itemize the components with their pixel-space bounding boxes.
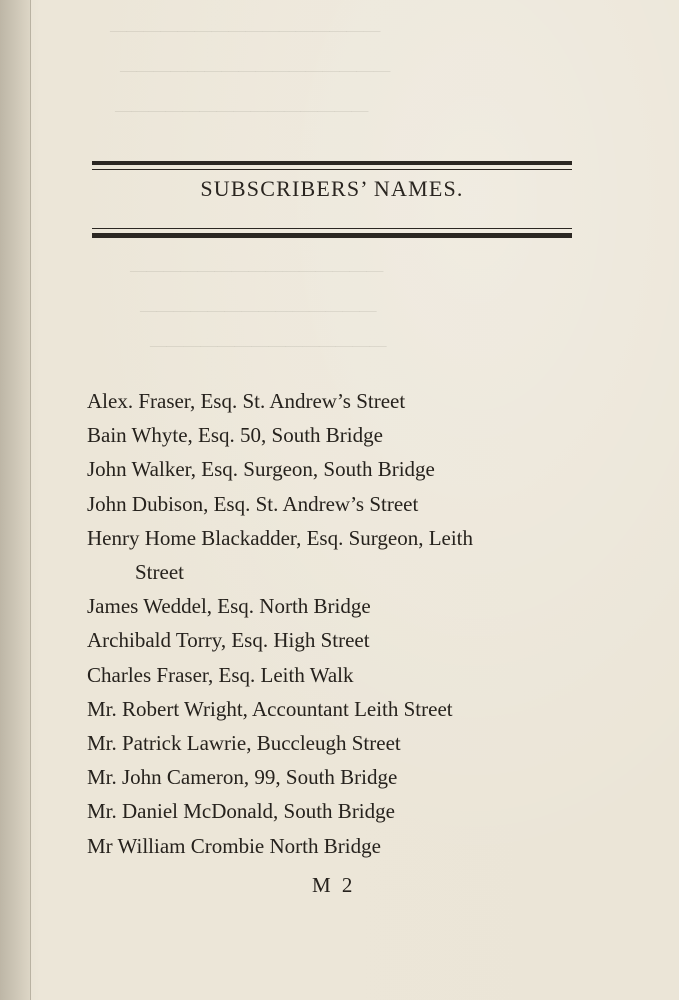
subscriber-entry: Mr. Daniel McDonald, South Bridge — [87, 799, 395, 824]
subscriber-entry: John Walker, Esq. Surgeon, South Bridge — [87, 457, 435, 482]
subscriber-entry: Alex. Fraser, Esq. St. Andrew’s Street — [87, 389, 406, 413]
show-through-decoration: —————————————— — [150, 335, 387, 356]
show-through-decoration: ———————————————— — [120, 60, 391, 81]
subscriber-entry: James Weddel, Esq. North Bridge — [87, 594, 371, 619]
subscriber-entry: Archibald Torry, Esq. High Street — [87, 628, 370, 653]
top-thick-rule — [92, 161, 572, 165]
show-through-decoration: ——————————————— — [115, 100, 369, 121]
subscriber-entry: Charles Fraser, Esq. Leith Walk — [87, 662, 354, 687]
page-title: SUBSCRIBERS’ NAMES. — [200, 176, 464, 201]
subscriber-entry-continuation: Street — [135, 560, 184, 585]
subscriber-entry: Mr. Robert Wright, Accountant Leith Street — [87, 696, 453, 721]
subscriber-entry: Mr. Patrick Lawrie, Buccleugh Street — [87, 731, 401, 756]
show-through-decoration: —————————————— — [140, 300, 377, 321]
signature-mark: M 2 — [312, 873, 356, 897]
show-through-decoration: ——————————————— — [130, 260, 384, 281]
bottom-thin-rule — [92, 228, 572, 229]
subscriber-entry: Mr William Crombie North Bridge — [87, 833, 381, 858]
subscriber-entry: John Dubison, Esq. St. Andrew’s Street — [87, 491, 419, 516]
bottom-thick-rule — [92, 233, 572, 238]
subscriber-entry: Henry Home Blackadder, Esq. Surgeon, Leith — [87, 525, 474, 550]
top-thin-rule — [92, 169, 572, 170]
page-gutter — [0, 0, 31, 1000]
subscriber-entry: Mr. John Cameron, 99, South Bridge — [87, 765, 398, 790]
show-through-decoration: ———————————————— — [110, 20, 381, 41]
subscriber-list — [87, 384, 647, 863]
subscriber-entry: Bain Whyte, Esq. 50, South Bridge — [87, 423, 383, 448]
